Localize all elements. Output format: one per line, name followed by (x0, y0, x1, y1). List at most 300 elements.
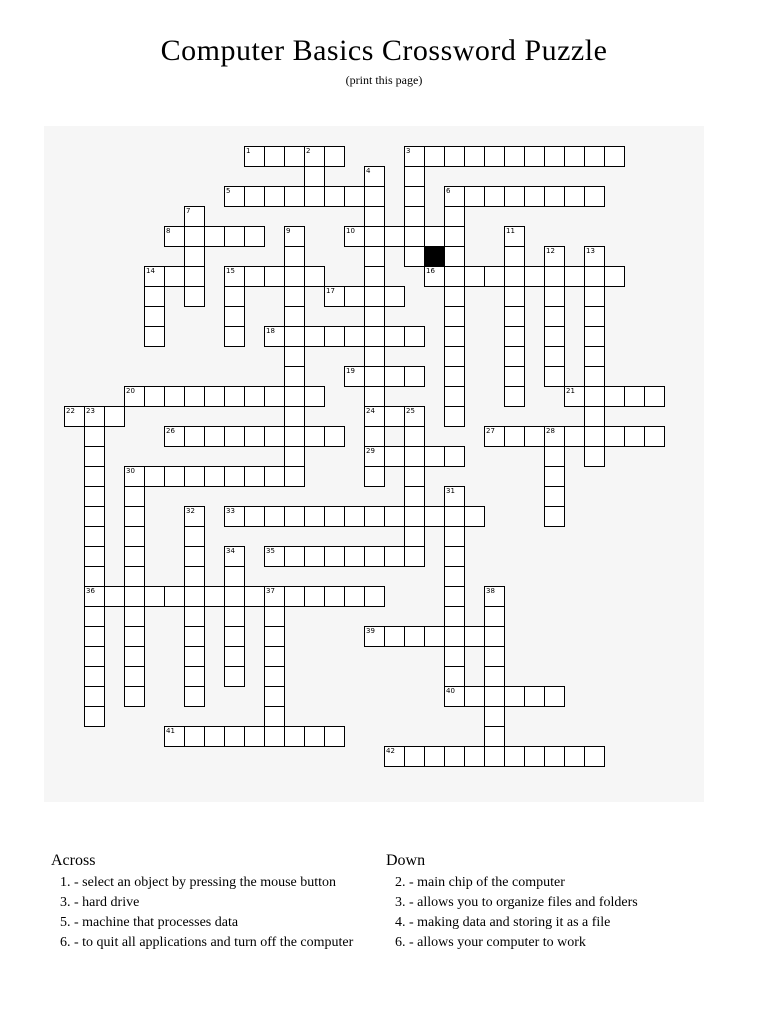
crossword-cell[interactable] (604, 146, 625, 167)
crossword-cell[interactable] (504, 686, 525, 707)
crossword-cell[interactable] (204, 226, 225, 247)
crossword-cell[interactable] (384, 746, 405, 767)
crossword-cell[interactable] (484, 726, 505, 747)
crossword-cell[interactable] (504, 306, 525, 327)
crossword-cell[interactable] (624, 386, 645, 407)
crossword-cell[interactable] (444, 486, 465, 507)
crossword-cell[interactable] (384, 546, 405, 567)
crossword-cell[interactable] (524, 266, 545, 287)
crossword-cell[interactable] (404, 166, 425, 187)
crossword-cell[interactable] (524, 186, 545, 207)
crossword-cell[interactable] (404, 626, 425, 647)
crossword-cell[interactable] (264, 146, 285, 167)
crossword-cell[interactable] (384, 366, 405, 387)
crossword-cell[interactable] (584, 446, 605, 467)
crossword-cell[interactable] (624, 426, 645, 447)
crossword-cell[interactable] (324, 726, 345, 747)
crossword-cell[interactable] (144, 386, 165, 407)
crossword-cell[interactable] (404, 146, 425, 167)
crossword-cell[interactable] (444, 746, 465, 767)
crossword-cell[interactable] (404, 206, 425, 227)
crossword-cell[interactable] (164, 226, 185, 247)
crossword-cell[interactable] (284, 546, 305, 567)
crossword-cell[interactable] (284, 266, 305, 287)
crossword-cell[interactable] (304, 146, 325, 167)
crossword-cell[interactable] (404, 406, 425, 427)
crossword-cell[interactable] (504, 366, 525, 387)
crossword-cell[interactable] (484, 186, 505, 207)
crossword-cell[interactable] (84, 566, 105, 587)
crossword-cell[interactable] (124, 666, 145, 687)
crossword-cell[interactable] (84, 406, 105, 427)
crossword-cell[interactable] (364, 426, 385, 447)
crossword-cell[interactable] (544, 746, 565, 767)
crossword-cell[interactable] (124, 686, 145, 707)
crossword-cell[interactable] (544, 266, 565, 287)
crossword-cell[interactable] (284, 426, 305, 447)
crossword-cell[interactable] (184, 666, 205, 687)
crossword-cell[interactable] (444, 666, 465, 687)
crossword-cell[interactable] (444, 686, 465, 707)
crossword-cell[interactable] (404, 246, 425, 267)
crossword-cell[interactable] (124, 526, 145, 547)
crossword-cell[interactable] (584, 746, 605, 767)
crossword-cell[interactable] (284, 446, 305, 467)
crossword-cell[interactable] (404, 526, 425, 547)
crossword-cell[interactable] (224, 606, 245, 627)
crossword-cell[interactable] (504, 386, 525, 407)
crossword-cell[interactable] (224, 566, 245, 587)
crossword-cell[interactable] (224, 546, 245, 567)
crossword-cell[interactable] (424, 626, 445, 647)
crossword-cell[interactable] (224, 306, 245, 327)
crossword-cell[interactable] (484, 586, 505, 607)
crossword-cell[interactable] (464, 146, 485, 167)
crossword-cell[interactable] (584, 346, 605, 367)
crossword-cell[interactable] (304, 186, 325, 207)
crossword-cell[interactable] (204, 586, 225, 607)
crossword-cell[interactable] (224, 466, 245, 487)
crossword-cell[interactable] (184, 586, 205, 607)
crossword-cell[interactable] (444, 406, 465, 427)
crossword-cell[interactable] (104, 406, 125, 427)
crossword-cell[interactable] (124, 566, 145, 587)
crossword-cell[interactable] (144, 586, 165, 607)
crossword-cell[interactable] (284, 346, 305, 367)
crossword-cell[interactable] (544, 186, 565, 207)
crossword-cell[interactable] (224, 586, 245, 607)
crossword-cell[interactable] (584, 146, 605, 167)
crossword-cell[interactable] (224, 666, 245, 687)
crossword-cell[interactable] (224, 646, 245, 667)
crossword-cell[interactable] (584, 326, 605, 347)
crossword-cell[interactable] (444, 626, 465, 647)
crossword-cell[interactable] (324, 286, 345, 307)
crossword-cell[interactable] (504, 346, 525, 367)
crossword-cell[interactable] (224, 226, 245, 247)
crossword-cell[interactable] (404, 226, 425, 247)
crossword-cell[interactable] (524, 146, 545, 167)
crossword-cell[interactable] (224, 426, 245, 447)
crossword-cell[interactable] (144, 466, 165, 487)
crossword-cell[interactable] (184, 466, 205, 487)
crossword-cell[interactable] (84, 446, 105, 467)
crossword-cell[interactable] (244, 226, 265, 247)
crossword-cell[interactable] (344, 586, 365, 607)
crossword-cell[interactable] (364, 546, 385, 567)
crossword-cell[interactable] (444, 566, 465, 587)
crossword-cell[interactable] (164, 466, 185, 487)
crossword-cell[interactable] (124, 466, 145, 487)
crossword-cell[interactable] (544, 446, 565, 467)
crossword-cell[interactable] (444, 266, 465, 287)
crossword-cell[interactable] (364, 346, 385, 367)
crossword-cell[interactable] (544, 686, 565, 707)
crossword-cell[interactable] (144, 286, 165, 307)
crossword-cell[interactable] (284, 506, 305, 527)
crossword-cell[interactable] (504, 286, 525, 307)
crossword-cell[interactable] (564, 146, 585, 167)
crossword-cell[interactable] (364, 446, 385, 467)
crossword-cell[interactable] (564, 746, 585, 767)
crossword-cell[interactable] (504, 246, 525, 267)
crossword-cell[interactable] (464, 626, 485, 647)
crossword-cell[interactable] (204, 466, 225, 487)
crossword-cell[interactable] (284, 246, 305, 267)
crossword-cell[interactable] (364, 366, 385, 387)
crossword-cell[interactable] (224, 186, 245, 207)
crossword-cell[interactable] (444, 446, 465, 467)
crossword-cell[interactable] (244, 266, 265, 287)
crossword-cell[interactable] (264, 726, 285, 747)
crossword-cell[interactable] (544, 466, 565, 487)
crossword-cell[interactable] (304, 166, 325, 187)
crossword-cell[interactable] (284, 406, 305, 427)
crossword-cell[interactable] (224, 626, 245, 647)
crossword-cell[interactable] (364, 386, 385, 407)
crossword-cell[interactable] (344, 226, 365, 247)
crossword-cell[interactable] (84, 526, 105, 547)
crossword-cell[interactable] (384, 226, 405, 247)
crossword-cell[interactable] (464, 746, 485, 767)
crossword-cell[interactable] (544, 326, 565, 347)
crossword-cell[interactable] (544, 306, 565, 327)
crossword-cell[interactable] (344, 546, 365, 567)
crossword-cell[interactable] (244, 186, 265, 207)
crossword-cell[interactable] (404, 466, 425, 487)
crossword-cell[interactable] (384, 506, 405, 527)
crossword-cell[interactable] (384, 286, 405, 307)
crossword-cell[interactable] (264, 686, 285, 707)
crossword-cell[interactable] (104, 586, 125, 607)
crossword-cell[interactable] (84, 426, 105, 447)
crossword-cell[interactable] (224, 326, 245, 347)
crossword-cell[interactable] (184, 246, 205, 267)
crossword-cell[interactable] (264, 466, 285, 487)
crossword-cell[interactable] (484, 146, 505, 167)
crossword-cell[interactable] (384, 446, 405, 467)
crossword-cell[interactable] (304, 586, 325, 607)
crossword-cell[interactable] (284, 286, 305, 307)
crossword-cell[interactable] (584, 286, 605, 307)
crossword-cell[interactable] (364, 246, 385, 267)
crossword-cell[interactable] (324, 146, 345, 167)
crossword-cell[interactable] (564, 426, 585, 447)
crossword-cell[interactable] (184, 226, 205, 247)
crossword-cell[interactable] (544, 286, 565, 307)
crossword-cell[interactable] (364, 266, 385, 287)
crossword-cell[interactable] (84, 506, 105, 527)
crossword-cell[interactable] (444, 586, 465, 607)
crossword-cell[interactable] (184, 426, 205, 447)
crossword-cell[interactable] (604, 266, 625, 287)
crossword-cell[interactable] (444, 386, 465, 407)
crossword-cell[interactable] (304, 386, 325, 407)
crossword-cell[interactable] (484, 426, 505, 447)
crossword-cell[interactable] (244, 146, 265, 167)
crossword-cell[interactable] (264, 266, 285, 287)
crossword-cell[interactable] (444, 366, 465, 387)
crossword-cell[interactable] (84, 486, 105, 507)
crossword-cell[interactable] (404, 486, 425, 507)
crossword-cell[interactable] (424, 266, 445, 287)
crossword-cell[interactable] (204, 726, 225, 747)
crossword-cell[interactable] (524, 686, 545, 707)
crossword-cell[interactable] (484, 666, 505, 687)
crossword-cell[interactable] (424, 146, 445, 167)
crossword-cell[interactable] (544, 506, 565, 527)
crossword-cell[interactable] (184, 686, 205, 707)
crossword-cell[interactable] (124, 486, 145, 507)
crossword-cell[interactable] (364, 206, 385, 227)
crossword-cell[interactable] (244, 466, 265, 487)
crossword-cell[interactable] (224, 386, 245, 407)
crossword-cell[interactable] (204, 426, 225, 447)
crossword-cell[interactable] (444, 306, 465, 327)
crossword-cell[interactable] (304, 506, 325, 527)
crossword-cell[interactable] (264, 506, 285, 527)
crossword-cell[interactable] (444, 646, 465, 667)
crossword-cell[interactable] (184, 626, 205, 647)
crossword-cell[interactable] (644, 386, 665, 407)
crossword-cell[interactable] (484, 706, 505, 727)
crossword-cell[interactable] (224, 266, 245, 287)
crossword-cell[interactable] (604, 386, 625, 407)
crossword-cell[interactable] (344, 366, 365, 387)
crossword-cell[interactable] (444, 546, 465, 567)
crossword-cell[interactable] (504, 186, 525, 207)
crossword-cell[interactable] (504, 146, 525, 167)
crossword-cell[interactable] (484, 646, 505, 667)
crossword-cell[interactable] (324, 506, 345, 527)
crossword-cell[interactable] (124, 626, 145, 647)
crossword-cell[interactable] (564, 266, 585, 287)
crossword-cell[interactable] (224, 506, 245, 527)
crossword-cell[interactable] (524, 746, 545, 767)
crossword-cell[interactable] (184, 266, 205, 287)
crossword-cell[interactable] (164, 586, 185, 607)
crossword-cell[interactable] (304, 726, 325, 747)
crossword-cell[interactable] (264, 426, 285, 447)
crossword-cell[interactable] (444, 326, 465, 347)
crossword-cell[interactable] (224, 726, 245, 747)
crossword-cell[interactable] (424, 446, 445, 467)
crossword-cell[interactable] (184, 566, 205, 587)
crossword-cell[interactable] (164, 726, 185, 747)
crossword-cell[interactable] (124, 586, 145, 607)
crossword-cell[interactable] (584, 266, 605, 287)
crossword-cell[interactable] (304, 546, 325, 567)
crossword-cell[interactable] (284, 466, 305, 487)
crossword-cell[interactable] (264, 586, 285, 607)
crossword-cell[interactable] (264, 666, 285, 687)
crossword-cell[interactable] (484, 686, 505, 707)
crossword-cell[interactable] (584, 366, 605, 387)
crossword-cell[interactable] (264, 626, 285, 647)
crossword-cell[interactable] (544, 146, 565, 167)
crossword-cell[interactable] (404, 426, 425, 447)
crossword-cell[interactable] (144, 266, 165, 287)
crossword-cell[interactable] (284, 326, 305, 347)
crossword-cell[interactable] (84, 666, 105, 687)
crossword-cell[interactable] (584, 426, 605, 447)
crossword-cell[interactable] (84, 686, 105, 707)
crossword-cell[interactable] (424, 746, 445, 767)
crossword-cell[interactable] (484, 746, 505, 767)
crossword-cell[interactable] (244, 726, 265, 747)
crossword-cell[interactable] (404, 326, 425, 347)
crossword-cell[interactable] (464, 186, 485, 207)
crossword-cell[interactable] (244, 506, 265, 527)
crossword-cell[interactable] (204, 386, 225, 407)
crossword-cell[interactable] (324, 186, 345, 207)
crossword-cell[interactable] (444, 506, 465, 527)
crossword-cell[interactable] (264, 386, 285, 407)
crossword-cell[interactable] (364, 166, 385, 187)
crossword-cell[interactable] (264, 606, 285, 627)
crossword-cell[interactable] (444, 206, 465, 227)
crossword-cell[interactable] (604, 426, 625, 447)
crossword-cell[interactable] (184, 526, 205, 547)
crossword-cell[interactable] (584, 246, 605, 267)
crossword-cell[interactable] (564, 386, 585, 407)
crossword-cell[interactable] (344, 286, 365, 307)
crossword-cell[interactable] (504, 746, 525, 767)
crossword-cell[interactable] (484, 626, 505, 647)
crossword-cell[interactable] (364, 306, 385, 327)
crossword-cell[interactable] (404, 506, 425, 527)
crossword-cell[interactable] (404, 546, 425, 567)
crossword-cell[interactable] (584, 186, 605, 207)
crossword-cell[interactable] (84, 586, 105, 607)
crossword-cell[interactable] (584, 386, 605, 407)
crossword-cell[interactable] (184, 646, 205, 667)
crossword-cell[interactable] (264, 646, 285, 667)
crossword-cell[interactable] (84, 546, 105, 567)
crossword-cell[interactable] (544, 346, 565, 367)
crossword-cell[interactable] (444, 146, 465, 167)
crossword-cell[interactable] (484, 606, 505, 627)
crossword-cell[interactable] (364, 586, 385, 607)
crossword-cell[interactable] (364, 406, 385, 427)
crossword-cell[interactable] (184, 386, 205, 407)
crossword-cell[interactable] (184, 546, 205, 567)
crossword-cell[interactable] (464, 266, 485, 287)
crossword-cell[interactable] (64, 406, 85, 427)
crossword-cell[interactable] (504, 266, 525, 287)
crossword-cell[interactable] (364, 506, 385, 527)
crossword-cell[interactable] (424, 506, 445, 527)
crossword-cell[interactable] (544, 366, 565, 387)
crossword-cell[interactable] (384, 626, 405, 647)
crossword-cell[interactable] (324, 326, 345, 347)
crossword-cell[interactable] (504, 226, 525, 247)
crossword-cell[interactable] (84, 706, 105, 727)
crossword-cell[interactable] (184, 286, 205, 307)
crossword-cell[interactable] (164, 266, 185, 287)
crossword-cell[interactable] (564, 186, 585, 207)
crossword-cell[interactable] (84, 466, 105, 487)
crossword-cell[interactable] (644, 426, 665, 447)
crossword-cell[interactable] (164, 386, 185, 407)
crossword-cell[interactable] (484, 266, 505, 287)
crossword-cell[interactable] (504, 426, 525, 447)
crossword-cell[interactable] (84, 606, 105, 627)
crossword-cell[interactable] (224, 286, 245, 307)
crossword-cell[interactable] (344, 186, 365, 207)
crossword-cell[interactable] (544, 486, 565, 507)
crossword-cell[interactable] (364, 466, 385, 487)
crossword-cell[interactable] (344, 506, 365, 527)
crossword-cell[interactable] (184, 726, 205, 747)
crossword-cell[interactable] (84, 626, 105, 647)
crossword-cell[interactable] (124, 606, 145, 627)
crossword-cell[interactable] (404, 366, 425, 387)
crossword-cell[interactable] (584, 306, 605, 327)
crossword-cell[interactable] (324, 586, 345, 607)
crossword-cell[interactable] (444, 226, 465, 247)
crossword-cell[interactable] (304, 326, 325, 347)
crossword-cell[interactable] (84, 646, 105, 667)
crossword-cell[interactable] (404, 186, 425, 207)
crossword-cell[interactable] (124, 386, 145, 407)
crossword-cell[interactable] (364, 286, 385, 307)
crossword-cell[interactable] (384, 406, 405, 427)
crossword-cell[interactable] (284, 186, 305, 207)
crossword-cell[interactable] (344, 326, 365, 347)
crossword-cell[interactable] (524, 426, 545, 447)
crossword-cell[interactable] (124, 506, 145, 527)
crossword-cell[interactable] (364, 186, 385, 207)
crossword-cell[interactable] (184, 606, 205, 627)
crossword-cell[interactable] (124, 546, 145, 567)
crossword-cell[interactable] (144, 306, 165, 327)
crossword-cell[interactable] (144, 326, 165, 347)
crossword-cell[interactable] (124, 646, 145, 667)
crossword-cell[interactable] (304, 266, 325, 287)
crossword-cell[interactable] (424, 226, 445, 247)
crossword-cell[interactable] (304, 426, 325, 447)
crossword-cell[interactable] (284, 306, 305, 327)
crossword-cell[interactable] (364, 226, 385, 247)
crossword-cell[interactable] (444, 346, 465, 367)
crossword-cell[interactable] (284, 586, 305, 607)
crossword-cell[interactable] (284, 146, 305, 167)
crossword-cell[interactable] (324, 426, 345, 447)
crossword-cell[interactable] (264, 546, 285, 567)
crossword-cell[interactable] (364, 326, 385, 347)
crossword-cell[interactable] (284, 726, 305, 747)
